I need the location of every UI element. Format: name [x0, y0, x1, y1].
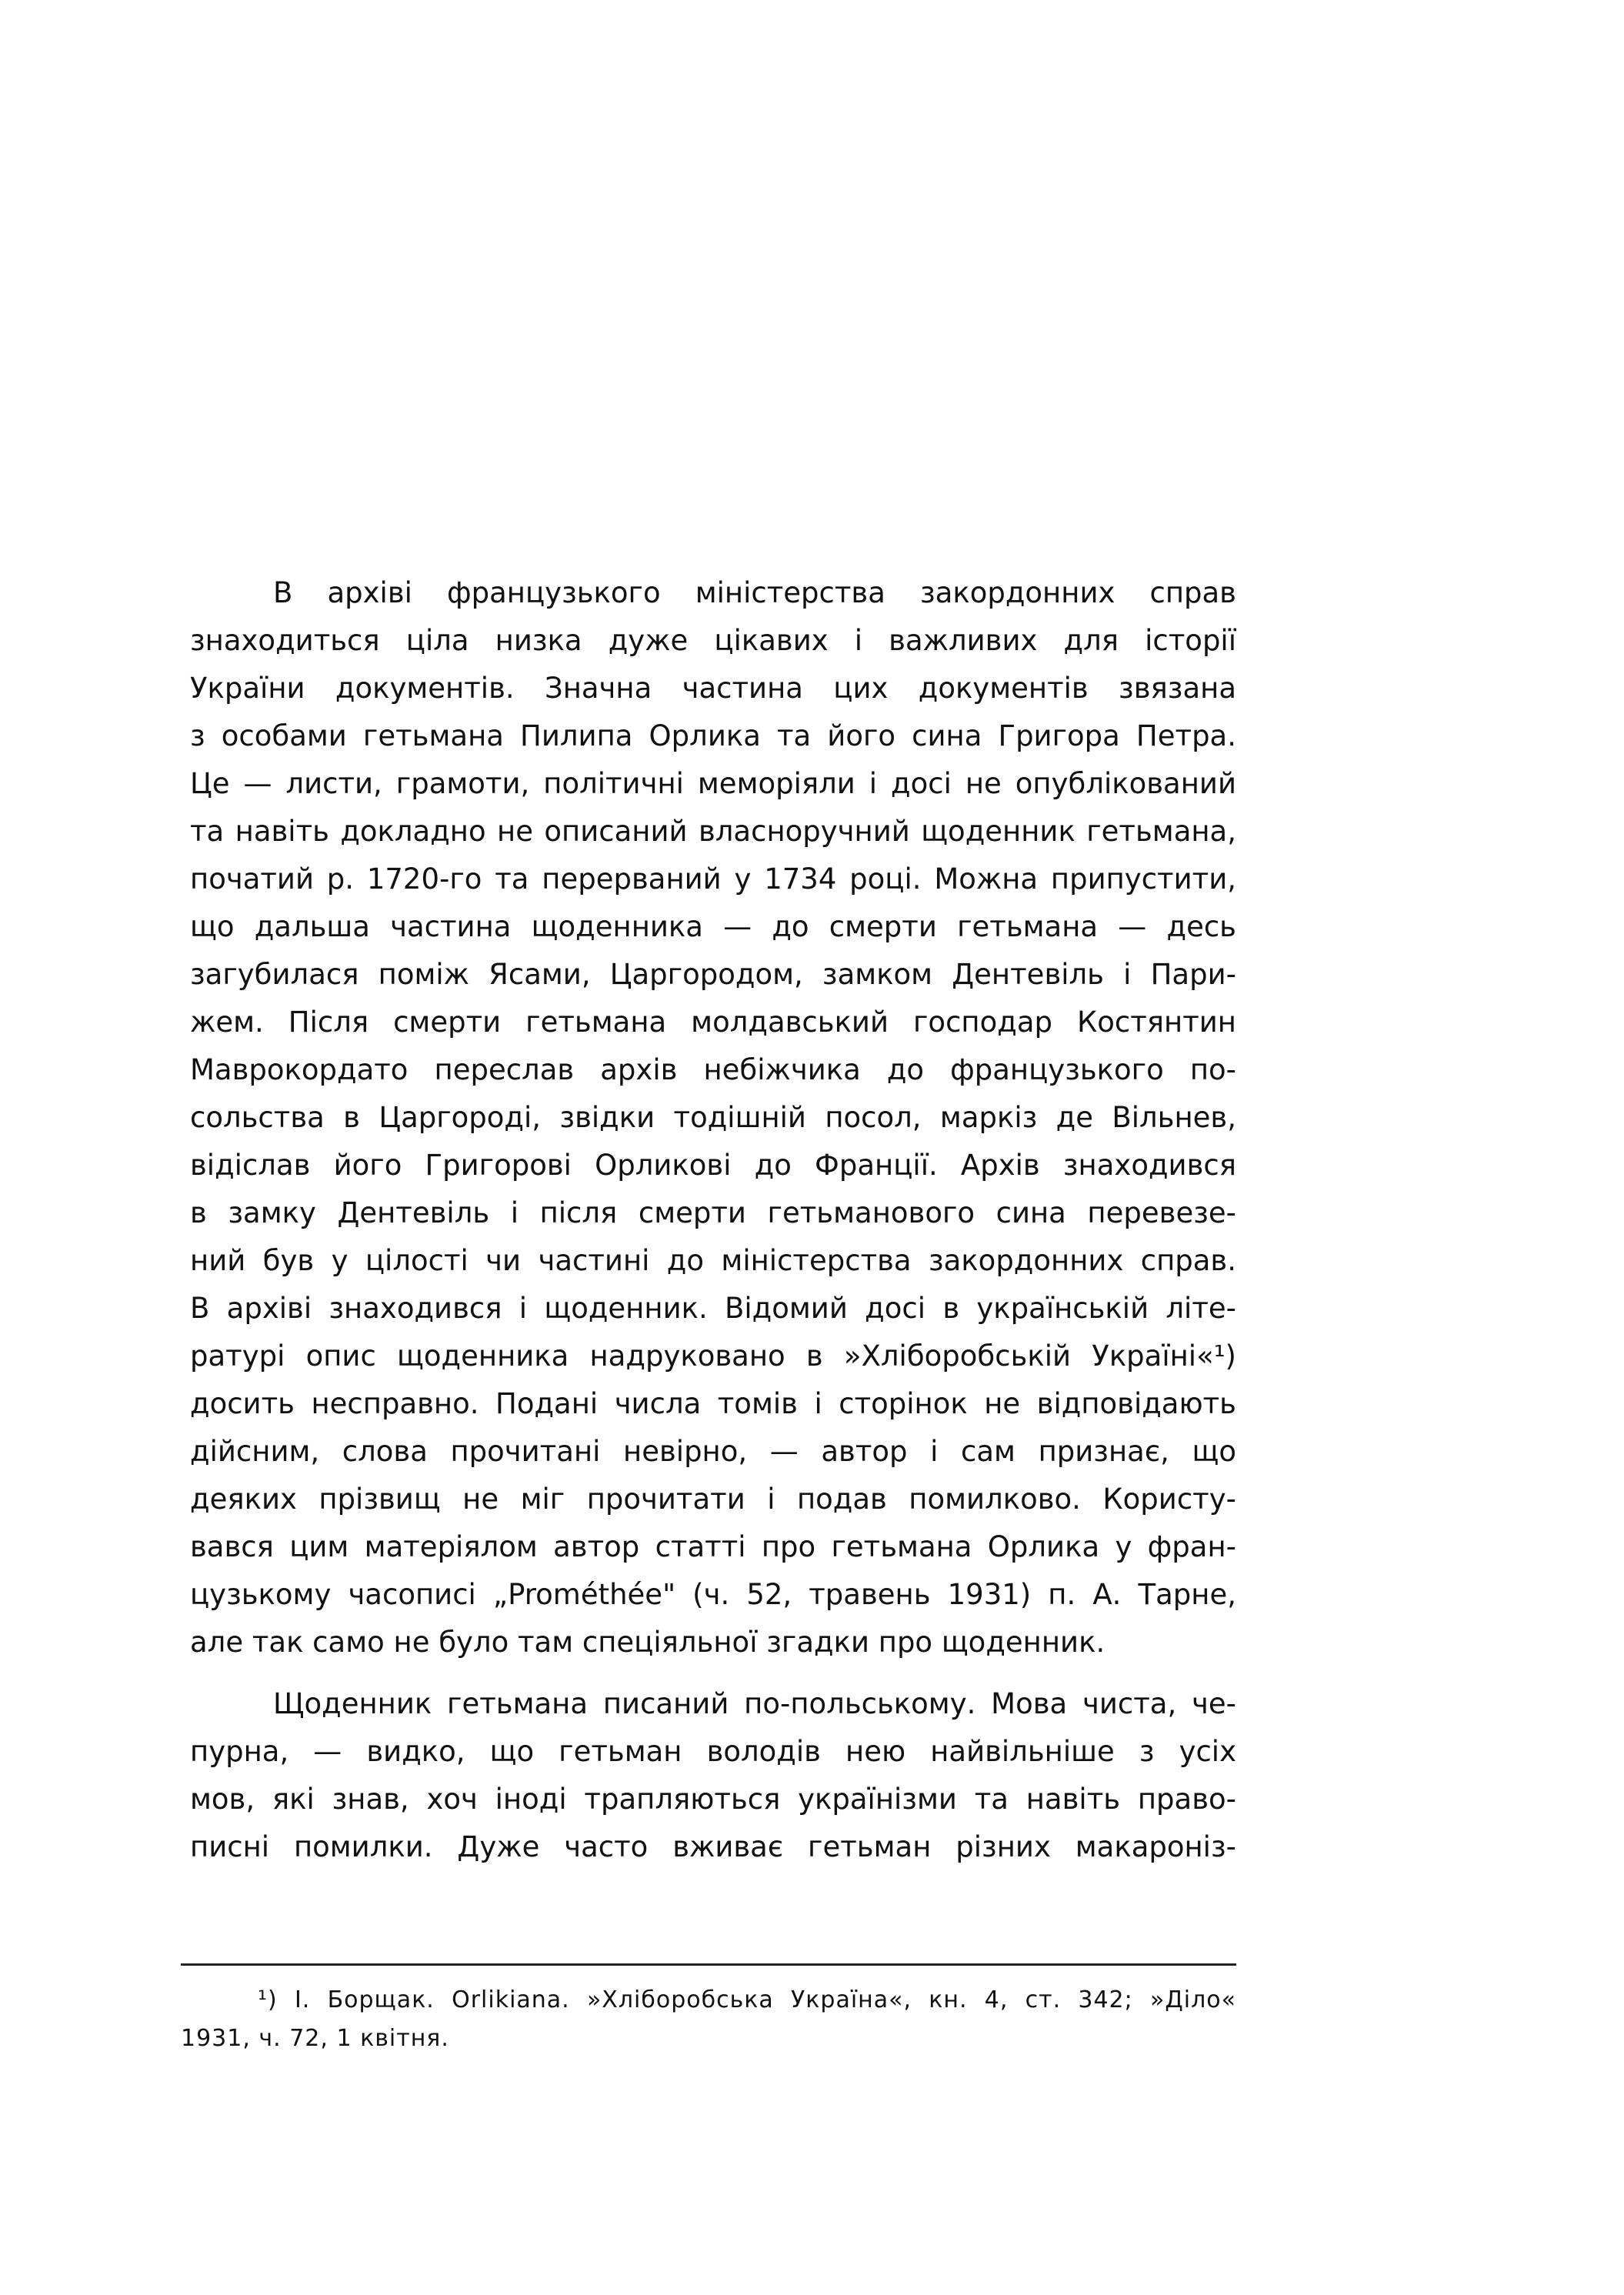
paragraph-gap: [190, 1666, 1236, 1680]
text-line: деяких прізвищ не міг прочитати і подав помилково. Користу-: [190, 1483, 1236, 1516]
text-line: Щоденник гетьмана писаний по-польському. Мова чиста, че-: [273, 1687, 1236, 1720]
paragraph-1: [190, 569, 1236, 1666]
text-line: ратурі опис щоденника надруковано в »Хліборобській Україні«¹): [190, 1339, 1236, 1373]
footnote-line: ¹) І. Борщак. Orlikiana. »Хліборобська Україна«, кн. 4, ст. 342; »Діло«: [258, 1986, 1236, 2013]
text-line: сольства в Царгороді, звідки тодішній посол, маркіз де Вільнев,: [190, 1101, 1236, 1134]
text-line: початий р. 1720-го та перерваний у 1734 році. Можна припустити,: [190, 862, 1236, 896]
text-line: жем. Після смерти гетьмана молдавський господар Костянтин: [190, 1006, 1236, 1039]
text-line: відіслав його Григорові Орликові до Франції. Архів знаходився: [190, 1149, 1236, 1182]
text-line: досить несправно. Подані числа томів і сторінок не відповідають: [190, 1387, 1236, 1420]
footnote-line: 1931, ч. 72, 1 квітня.: [181, 2025, 449, 2052]
text-line: що дальша частина щоденника — до смерти гетьмана — десь: [190, 910, 1236, 943]
text-line: України документів. Значна частина цих документів звязана: [190, 672, 1236, 705]
footnotes: [181, 1981, 1236, 2058]
text-line: в замку Дентевіль і після смерти гетьманового сина перевезе-: [190, 1196, 1236, 1229]
text-line: загубилася поміж Ясами, Царгородом, замком Дентевіль і Пари-: [190, 958, 1236, 991]
text-line: але так само не було там спеціяльної згадки про щоденник.: [190, 1626, 1105, 1659]
text-line: знаходиться ціла низка дуже цікавих і важливих для історії: [190, 624, 1236, 657]
footnote-divider: [181, 1963, 1236, 1966]
text-line: та навіть докладно не описаний власноручний щоденник гетьмана,: [190, 815, 1236, 848]
text-line: пурна, — видко, що гетьман володів нею найвільніше з усіх: [190, 1735, 1236, 1768]
text-line: цузькому часописі „Prométhée" (ч. 52, травень 1931) п. А. Тарне,: [190, 1578, 1236, 1611]
text-line: Це — листи, грамоти, політичні меморіяли і досі не опублікований: [190, 767, 1236, 800]
text-line: писні помилки. Дуже часто вживає гетьман різних макароніз-: [190, 1830, 1236, 1863]
text-line: В архіві знаходився і щоденник. Відомий досі в українській літе-: [190, 1292, 1236, 1325]
paragraph-2: [190, 1680, 1236, 1871]
main-text: [190, 569, 1236, 1871]
text-line: вався цим матеріялом автор статті про гетьмана Орлика у фран-: [190, 1530, 1236, 1563]
text-line: дійсним, слова прочитані невірно, — автор і сам признає, що: [190, 1435, 1236, 1468]
text-line: В архіві французького міністерства закордонних справ: [273, 576, 1236, 609]
text-line: ний був у цілості чи частині до міністерства закордонних справ.: [190, 1244, 1236, 1277]
text-line: Маврокордато переслав архів небіжчика до французького по-: [190, 1053, 1236, 1086]
text-line: з особами гетьмана Пилипа Орлика та його сина Григора Петра.: [190, 719, 1236, 752]
text-line: мов, які знав, хоч іноді трапляються українізми та навіть право-: [190, 1783, 1236, 1816]
